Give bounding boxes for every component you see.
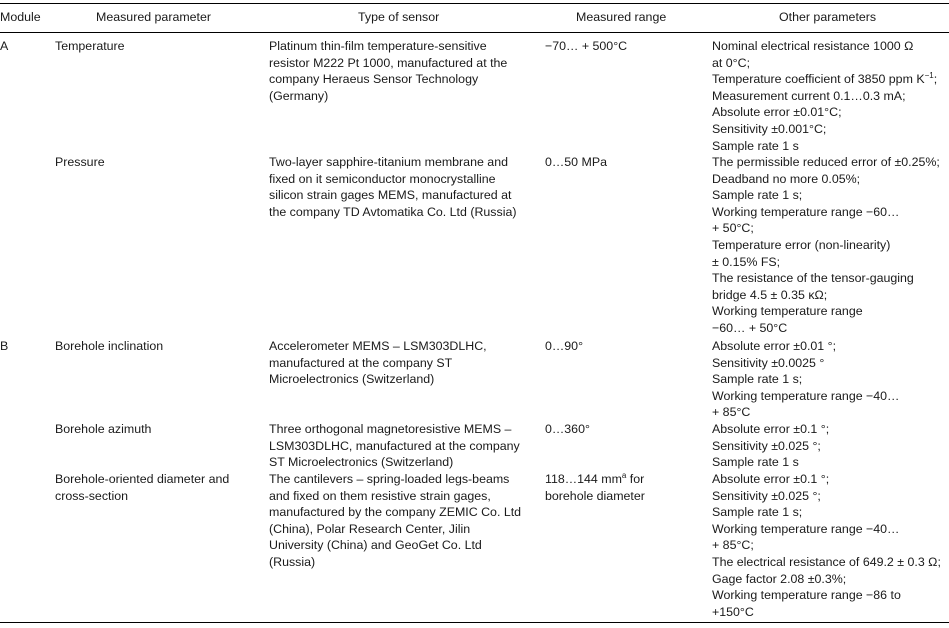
row-5-sensor: The cantilevers – spring-loaded legs-beams and fixed on them resistive strain gages, manufactured by the company ZEMIC Co. Ltd (China), Polar Research Center, Jilin University (China) and GeoGet Co. Ltd (Russia) [269, 472, 522, 569]
row-4-other: Absolute error ±0.1 °; Sensitivity ±0.025 °; Sample rate 1 s [712, 422, 830, 470]
row-1-parameter: Temperature [55, 39, 125, 53]
header-module: Module [0, 10, 41, 24]
row-1-range: −70… + 500°C [545, 39, 628, 53]
bottom-rule [0, 622, 949, 623]
header-measured-range: Measured range [576, 10, 667, 24]
row-2-parameter: Pressure [55, 155, 105, 169]
header-type-of-sensor: Type of sensor [358, 10, 440, 24]
row-4-parameter: Borehole azimuth [55, 422, 152, 436]
header-other-parameters: Other parameters [779, 10, 877, 24]
row-3-module: B [0, 339, 9, 353]
row-3-other: Absolute error ±0.01 °; Sensitivity ±0.0025 ° Sample rate 1 s; Working temperature range −40… + 85°C [712, 339, 900, 420]
row-3-parameter: Borehole inclination [55, 339, 164, 353]
top-rule [0, 3, 949, 4]
row-3-range: 0…90° [545, 339, 584, 353]
row-2-range: 0…50 MPa [545, 155, 607, 169]
header-measured-parameter: Measured parameter [96, 10, 212, 24]
row-2-other: The permissible reduced error of ±0.25%; Deadband no more 0.05%; Sample rate 1 s; Working temperature range −60… + 50°C; Temperature error (non-linearity) ± 0.15% FS; The resistance of the tensor-gauging bridge 4.5 ± 0.35 κΩ; Working temperature range −60… + 50°C [712, 155, 940, 335]
row-1-module: A [0, 39, 9, 53]
row-2-sensor: Two-layer sapphire-titanium membrane and fixed on it semiconductor monocrystalline silicon strain gages MEMS, manufactured at the company TD Avtomatika Co. Ltd (Russia) [269, 155, 517, 219]
row-4-sensor: Three orthogonal magnetoresistive MEMS – LSM303DLHC, manufactured at the company ST Microelectronics (Switzerland) [269, 422, 520, 470]
row-1-other: Nominal electrical resistance 1000 Ω at 0°C; Temperature coefficient of 3850 ppm $K^{-1}$; Measurement current 0.1…0.3 mA; Absolute error ±0.01°C; Sensitivity ±0.001°C; Sample rate 1 s [712, 39, 938, 153]
row-4-range: 0…360° [545, 422, 590, 436]
row-5-other: Absolute error ±0.1 °; Sensitivity ±0.025 °; Sample rate 1 s; Working temperature range −40… + 85°C; The electrical resistance of 649.2 ± 0.3 Ω; Gage factor 2.08 ±0.3%; Working temperature range −86 to +150°C [712, 472, 941, 619]
row-5-range: 118…144 $mm^a$ for borehole diameter [545, 471, 645, 503]
row-1-sensor: Platinum thin-film temperature-sensitive resistor M222 Pt 1000, manufactured at the company Heraeus Sensor Technology (Germany) [269, 39, 508, 103]
row-5-parameter: Borehole-oriented diameter and cross-section [55, 472, 230, 503]
header-rule [0, 32, 949, 33]
row-3-sensor: Accelerometer MEMS – LSM303DLHC, manufactured at the company ST Microelectronics (Switzerland) [269, 339, 487, 387]
